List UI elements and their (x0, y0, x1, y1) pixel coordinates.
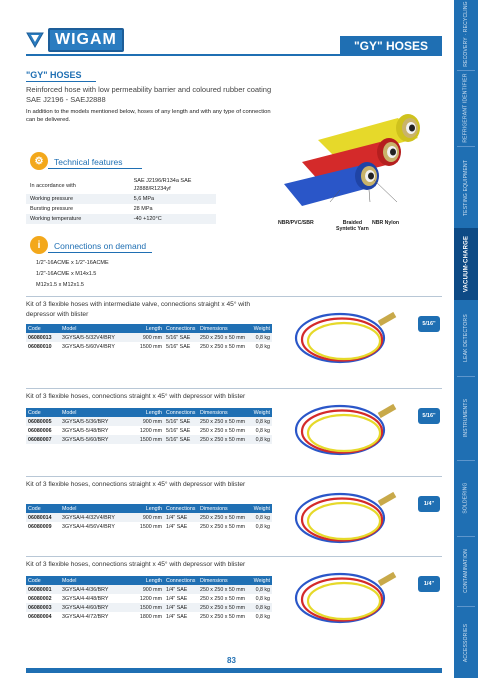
sidebar-item-vacuum-charge[interactable]: VACUUM·CHARGE (454, 228, 478, 300)
sidebar-divider (457, 460, 475, 461)
table-cell: 1500 mm (134, 603, 164, 612)
table-cell: 3GYSA/5-5/60/BRY (60, 435, 134, 444)
page-title-tab: "GY" HOSES (340, 36, 442, 56)
table-cell: 06080009 (28, 523, 52, 530)
table-cell: 3GYSA/5-5/32V4/BRY (60, 333, 134, 342)
table-cell: 1/4" SAE (166, 613, 188, 620)
table-row (26, 612, 272, 621)
column-header: Connections (164, 324, 198, 333)
sidebar-divider (457, 70, 475, 71)
page-number: 83 (227, 656, 236, 665)
footer-rule (26, 668, 442, 673)
table-row (26, 594, 272, 603)
column-header: Connections (164, 576, 198, 585)
column-header: Model (60, 504, 134, 513)
table-cell: 3GYSA/5-5/36/BRY (60, 417, 134, 426)
table-cell: 1/4" SAE (164, 513, 198, 522)
table-header-row (26, 408, 272, 417)
table-cell: 1200 mm (139, 595, 162, 602)
sidebar-divider (457, 606, 475, 607)
table-cell: 0,8 kg (255, 343, 270, 350)
brass-fitting (378, 404, 397, 418)
table-cell: 1200 mm (139, 427, 162, 434)
table-cell: 5/16" SAE (166, 427, 191, 434)
hose-kit-image (282, 304, 414, 370)
size-badge: 5/16" (418, 316, 440, 332)
table-cell: 06080013 (26, 333, 60, 342)
hose-kit-image (282, 484, 414, 550)
column-header: Dimensions (198, 576, 250, 585)
kit-title: Kit of 3 flexible hoses with intermediate valve, connections straight x 45° with depressor with blister (26, 301, 251, 318)
column-header: Code (26, 576, 60, 585)
table-row (26, 585, 272, 594)
wigam-logo-icon (26, 31, 44, 49)
table-cell: 0,8 kg (255, 427, 270, 434)
hose-inner-label: NBR Nylon (372, 220, 400, 226)
connection-item: 1/2"-16ACME x 1/2"-16ACME (36, 260, 109, 266)
brass-fitting (378, 492, 397, 506)
hose-coil (308, 323, 380, 359)
gears-icon: ⚙ (30, 152, 48, 170)
sidebar-divider (457, 376, 475, 377)
info-icon: i (30, 236, 48, 254)
brass-fitting (378, 572, 397, 586)
table-cell: 3GYSA/4-4/72/BRY (62, 613, 109, 620)
size-badge: 1/4" (418, 496, 440, 512)
table-cell: 250 x 250 x 50 mm (200, 613, 246, 620)
column-header: Dimensions (198, 504, 250, 513)
table-cell: 0,8 kg (255, 613, 270, 620)
column-header: Length (134, 576, 164, 585)
brand-name: WIGAM (48, 28, 124, 52)
table-cell: 06080004 (28, 613, 52, 620)
table-cell: 900 mm (134, 513, 164, 522)
column-header: Model (60, 324, 134, 333)
connections-heading: Connections on demand (54, 241, 147, 251)
table-header-row (26, 576, 272, 585)
column-header: Model (60, 576, 134, 585)
sidebar-item-instruments[interactable]: INSTRUMENTS (463, 398, 469, 438)
brass-fitting (378, 312, 397, 326)
table-cell: 1/4" SAE (166, 595, 188, 602)
table-cell: 250 x 250 x 50 mm (198, 435, 250, 444)
table-cell: 06080003 (26, 603, 60, 612)
sidebar-item-testing[interactable]: TESTING EQUIPMENT (463, 159, 469, 217)
hose-coil (308, 583, 380, 619)
intro-description: Reinforced hose with low permeability barrier and coloured rubber coating SAE J2196 - SAEJ2888 (26, 85, 272, 104)
sidebar-item-contamination[interactable]: CONTAMINATION (463, 549, 469, 593)
table-cell: 250 x 250 x 50 mm (200, 343, 246, 350)
sidebar-item-leak-detectors[interactable]: LEAK DETECTORS (463, 314, 470, 362)
technical-underline (48, 168, 142, 169)
technical-features-heading: Technical features (54, 157, 123, 167)
table-cell: 5/16" SAE (164, 435, 198, 444)
section-heading: "GY" HOSES (26, 70, 82, 80)
column-header: Model (60, 408, 134, 417)
table-cell: 1500 mm (139, 343, 162, 350)
hose-kit-image (282, 564, 414, 630)
table-cell: 3GYSA/4-4/60/BRY (60, 603, 134, 612)
hose-cross-section-image (270, 110, 440, 230)
table-cell: 250 x 250 x 50 mm (198, 417, 250, 426)
category-sidebar (454, 0, 478, 678)
column-header: Weight (250, 324, 272, 333)
table-header-row (26, 324, 272, 333)
sidebar-item-recovery[interactable]: RECOVERY · RECYCLING (463, 1, 469, 67)
column-header: Weight (250, 504, 272, 513)
sidebar-divider (457, 536, 475, 537)
table-cell: 0,8 kg (250, 603, 272, 612)
kit-divider (26, 296, 442, 297)
column-header: Weight (250, 576, 272, 585)
sidebar-divider (457, 146, 475, 147)
hose-coil (308, 503, 380, 539)
connections-underline (48, 252, 152, 253)
tech-row: In accordance with SAE J2196/R134a SAE J2888/R1234yf (30, 178, 192, 192)
table-cell: 3GYSA/5-5/60V4/BRY (62, 343, 115, 350)
brand-logo (26, 30, 124, 50)
sidebar-item-soldering[interactable]: SOLDERING (463, 482, 470, 514)
hose-kit-image (282, 396, 414, 462)
kit-table (26, 324, 272, 351)
kit-table (26, 576, 272, 621)
table-cell: 900 mm (134, 333, 164, 342)
table-cell: 3GYSA/4-4/32V4/BRY (60, 513, 134, 522)
table-cell: 250 x 250 x 50 mm (198, 603, 250, 612)
table-cell: 0,8 kg (250, 417, 272, 426)
connection-item: 1/2"-16ACME x M14x1.5 (36, 271, 97, 277)
table-cell: 5/16" SAE (164, 333, 198, 342)
column-header: Connections (164, 408, 198, 417)
column-header: Dimensions (198, 324, 250, 333)
table-cell: 06080001 (26, 585, 60, 594)
table-row (26, 333, 272, 342)
table-cell: 1800 mm (139, 613, 162, 620)
table-row (26, 603, 272, 612)
table-cell: 1500 mm (139, 523, 162, 530)
column-header: Code (26, 408, 60, 417)
table-cell: 5/16" SAE (164, 417, 198, 426)
sidebar-item-accessories[interactable]: ACCESSORIES (463, 623, 470, 663)
column-header: Weight (250, 408, 272, 417)
table-cell: 3GYSA/4-4/56V4/BRY (62, 523, 115, 530)
header-rule (26, 54, 442, 56)
column-header: Code (26, 324, 60, 333)
sidebar-item-refrigerant-identifier[interactable]: REFRIGERANT IDENTIFIER (463, 73, 469, 143)
table-cell: 250 x 250 x 50 mm (200, 595, 246, 602)
table-cell: 06080005 (26, 417, 60, 426)
table-row (26, 342, 272, 351)
kit-divider (26, 476, 442, 477)
kit-title: Kit of 3 flexible hoses, connections straight x 45° with depressor with blister (26, 393, 246, 400)
kit-table (26, 408, 272, 444)
table-cell: 1/4" SAE (164, 585, 198, 594)
table-cell: 06080002 (28, 595, 52, 602)
table-cell: 0,8 kg (250, 585, 272, 594)
size-badge: 5/16" (418, 408, 440, 424)
kit-title: Kit of 3 flexible hoses, connections straight x 45° with depressor with blister (26, 561, 246, 568)
connection-item: M12x1.5 x M12x1.5 (36, 282, 84, 288)
table-cell: 1/4" SAE (164, 603, 198, 612)
size-badge: 1/4" (418, 576, 440, 592)
table-cell: 3GYSA/4-4/48/BRY (62, 595, 109, 602)
column-header: Length (134, 408, 164, 417)
table-cell: 0,8 kg (250, 435, 272, 444)
table-row (26, 417, 272, 426)
table-cell: 3GYSA/4-4/36/BRY (60, 585, 134, 594)
technical-features-table (26, 176, 216, 224)
column-header: Code (26, 504, 60, 513)
table-cell: 3GYSA/5-5/48/BRY (62, 427, 109, 434)
kit-title: Kit of 3 flexible hoses, connections straight x 45° with depressor with blister (26, 481, 246, 488)
table-cell: 250 x 250 x 50 mm (198, 513, 250, 522)
table-cell: 1/4" SAE (166, 523, 188, 530)
heading-underline (26, 81, 96, 82)
table-row (26, 522, 272, 531)
table-cell: 900 mm (134, 417, 164, 426)
column-header: Length (134, 504, 164, 513)
kit-table (26, 504, 272, 531)
table-cell: 06080007 (26, 435, 60, 444)
table-cell: 06080010 (28, 343, 52, 350)
table-cell: 900 mm (134, 585, 164, 594)
column-header: Connections (164, 504, 198, 513)
table-row (26, 513, 272, 522)
table-cell: 0,8 kg (255, 523, 270, 530)
table-header-row (26, 504, 272, 513)
column-header: Dimensions (198, 408, 250, 417)
table-row (26, 435, 272, 444)
hose-braid-label: Braided Syntetic Yarn (336, 220, 369, 232)
table-cell: 250 x 250 x 50 mm (200, 427, 246, 434)
table-cell: 5/16" SAE (166, 343, 191, 350)
tech-row: Working temperature -40 +120°C (26, 214, 216, 224)
hose-outer-label: NBR/PVC/SBR (278, 220, 314, 226)
table-row (26, 426, 272, 435)
table-cell: 06080006 (28, 427, 52, 434)
hose-coil (308, 415, 380, 451)
table-cell: 06080014 (26, 513, 60, 522)
table-cell: 250 x 250 x 50 mm (198, 333, 250, 342)
kit-divider (26, 388, 442, 389)
table-cell: 0,8 kg (250, 333, 272, 342)
column-header: Length (134, 324, 164, 333)
table-cell: 250 x 250 x 50 mm (200, 523, 246, 530)
table-cell: 1500 mm (134, 435, 164, 444)
table-cell: 0,8 kg (250, 513, 272, 522)
intro-note: In addition to the models mentioned below, hoses of any length and with any type of connection can be delivered. (26, 109, 271, 123)
table-cell: 0,8 kg (255, 595, 270, 602)
tech-row: Working pressure 5,6 MPa (26, 194, 216, 204)
kit-divider (26, 556, 442, 557)
tech-row: Bursting pressure 28 MPa (30, 206, 153, 212)
table-cell: 250 x 250 x 50 mm (198, 585, 250, 594)
connections-list (36, 258, 109, 291)
